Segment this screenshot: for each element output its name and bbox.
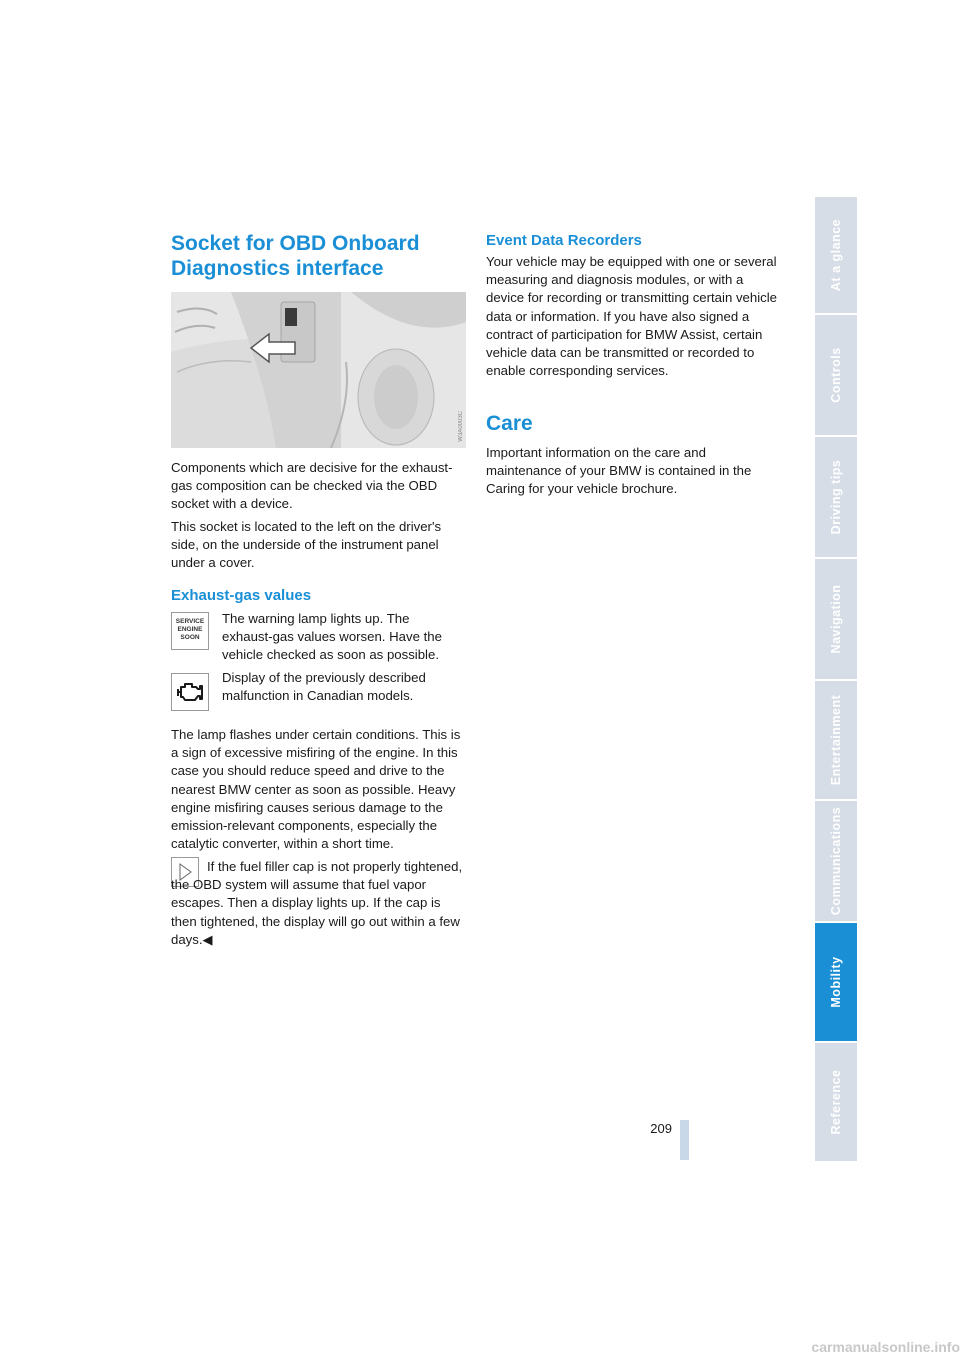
care-text: Important information on the care and maintenance of your BMW is contained in the Caring for your vehicle brochure. [486,445,752,497]
obd-para-1: Components which are decisive for the exhaust-gas composition can be checked via the OBD socket with a device. [171,460,453,512]
fuel-cap-note: If the fuel filler cap is not properly tightened, the OBD system will assume that fuel vapor escapes. Then a display lights up. If the cap is then tightened, the display will go out within a few days.◀ [171,859,463,947]
edr-heading: Event Data Recorders [486,232,642,249]
care-heading: Care [486,412,533,435]
watermark: carmanualsonline.info [811,1339,960,1355]
lamp-flash-text: The lamp flashes under certain conditions. This is a sign of excessive misfiring of the engine. In this case you should reduce speed and drive to the nearest BMW center as soon as possible. Heavy engine misfiring causes serious damage to the emission-relevant components, especially the catalytic converter, within a short time. [171,727,461,852]
tab-at-a-glance[interactable] [815,197,857,315]
obd-para-2: This socket is located to the left on the driver's side, on the underside of the instrument panel under a cover. [171,519,442,571]
tab-controls[interactable] [815,315,857,437]
tab-mobility[interactable] [815,923,857,1043]
obd-socket-illustration [171,292,466,448]
page-number-bar [680,1120,689,1160]
tab-driving-tips[interactable] [815,437,857,559]
dashboard-figure-drawing [171,292,466,448]
tab-label: Reference [829,1069,843,1135]
tab-label: At a glance [829,218,843,292]
tab-communications[interactable] [815,801,857,923]
tab-entertainment[interactable] [815,681,857,801]
engine-glyph [172,674,208,710]
obd-section-title: Socket for OBD Onboard Diagnostics interface [171,232,420,280]
page-number: 209 [650,1121,672,1136]
tab-label: Communications [829,806,843,916]
tab-navigation[interactable] [815,559,857,681]
warning-lamp-text: The warning lamp lights up. The exhaust-gas values worsen. Have the vehicle checked as soon as possible. [222,611,442,663]
engine-check-icon [171,673,209,711]
edr-text: Your vehicle may be equipped with one or several measuring and diagnosis modules, or with a device for recording or transmitting certain vehicle data or information. If you have also signed a contract of participation for BMW Assist, certain vehicle data can be transmitted or recorded to enable corresponding services. [486,254,777,379]
tab-label: Navigation [829,584,843,654]
canada-text: Display of the previously described malfunction in Canadian models. [222,670,426,704]
service-icon-text: SERVICE ENGINE SOON [175,618,205,641]
exhaust-heading: Exhaust-gas values [171,587,312,604]
tab-label: Controls [829,347,843,403]
tab-label: Driving tips [829,459,843,535]
chapter-sidebar [815,197,857,1161]
service-engine-soon-icon [171,612,209,650]
tab-label: Mobility [829,956,843,1008]
tab-reference[interactable] [815,1043,857,1161]
tab-label: Entertainment [829,694,843,786]
figure-code: W3A0003C [458,411,464,442]
